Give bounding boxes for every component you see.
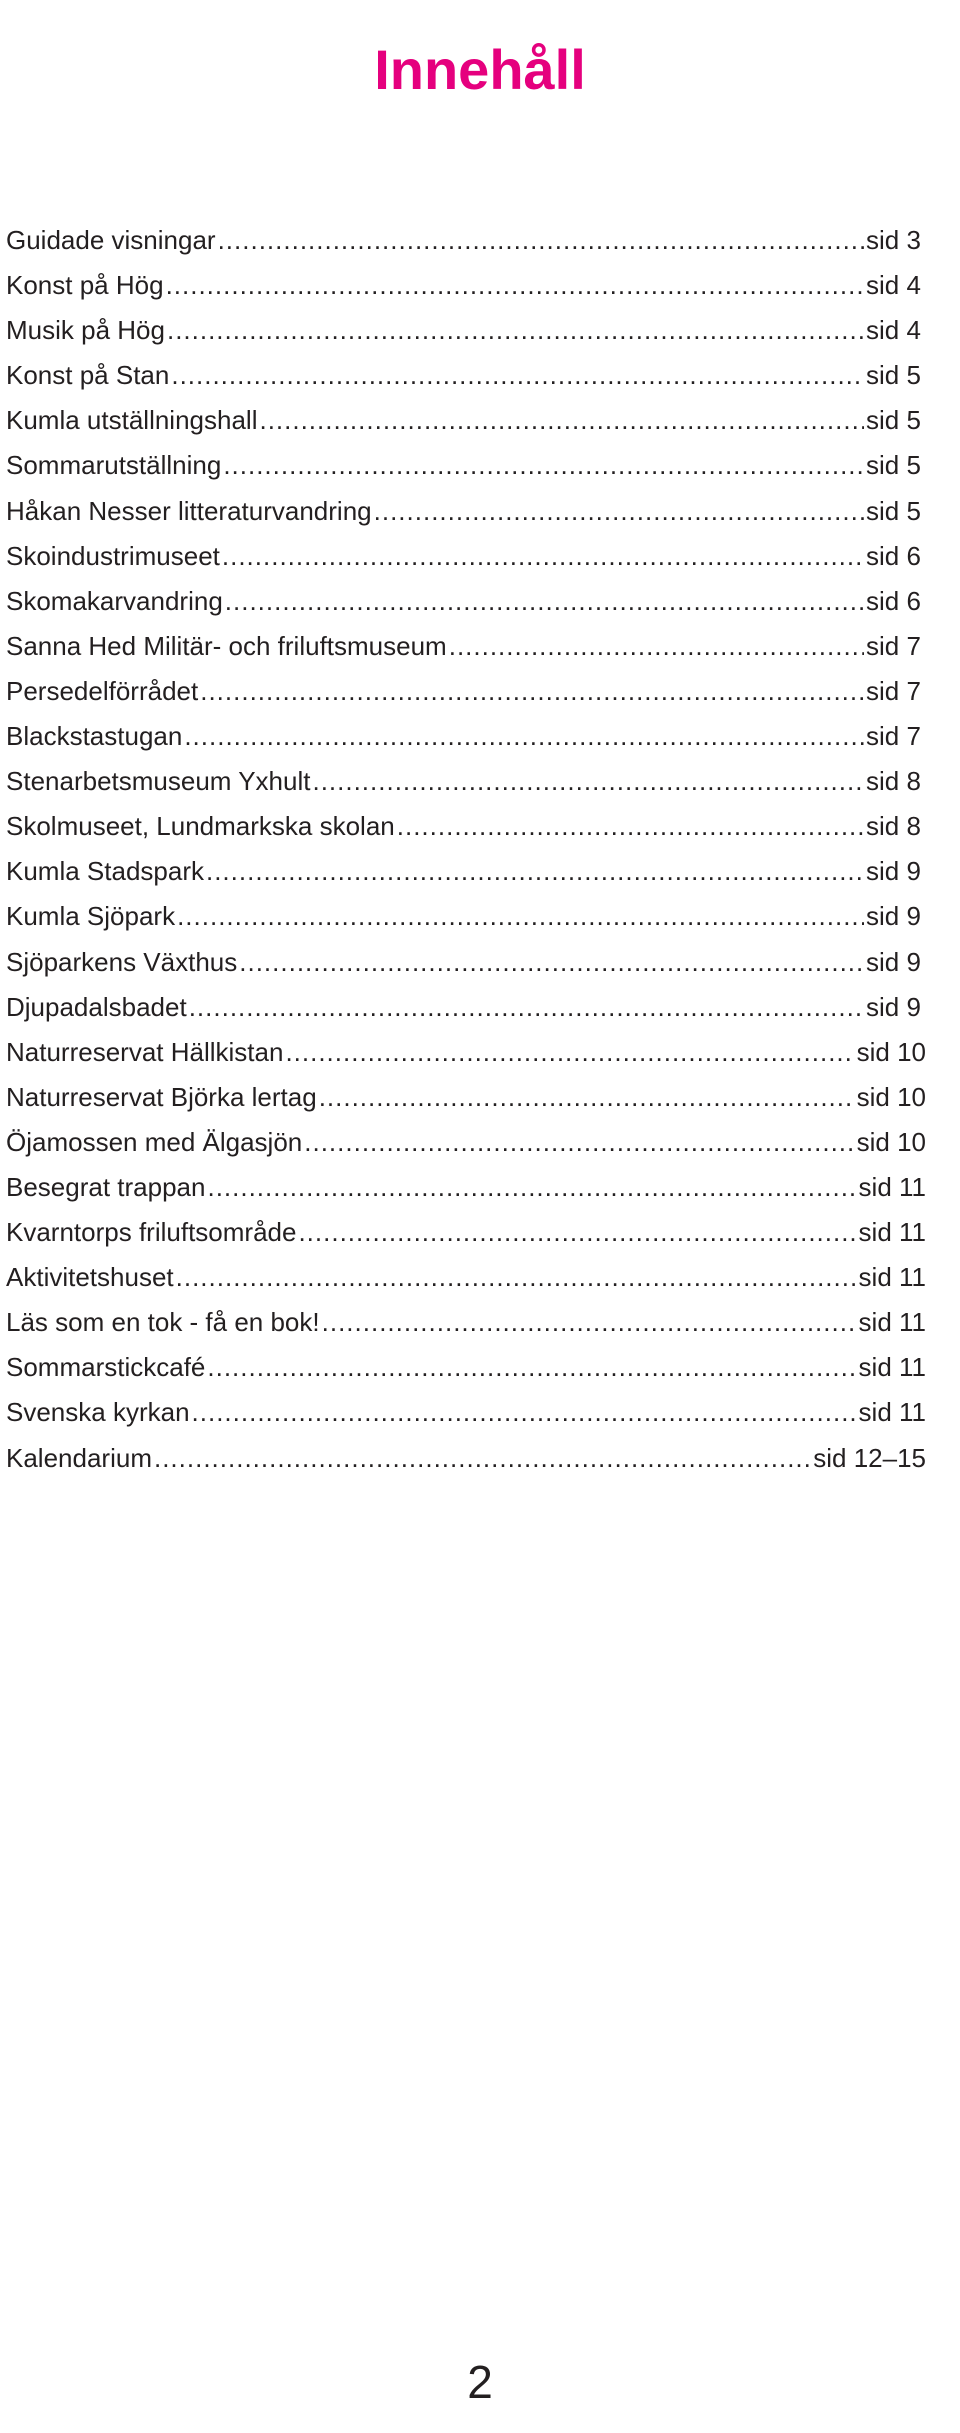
dot-leader bbox=[154, 1436, 811, 1481]
toc-entry bbox=[6, 714, 926, 759]
toc-entry-title: Stenarbetsmuseum Yxhult bbox=[6, 766, 311, 797]
dot-leader bbox=[206, 849, 864, 894]
toc-entry-page: sid 5 bbox=[866, 360, 921, 391]
toc-entry-page: sid 4 bbox=[866, 315, 921, 346]
toc-entry-title: Kumla utställningshall bbox=[6, 405, 258, 436]
dot-leader bbox=[167, 308, 864, 353]
toc-entry-title: Sanna Hed Militär- och friluftsmuseum bbox=[6, 630, 447, 661]
toc-entry bbox=[6, 308, 926, 353]
dot-leader bbox=[319, 1075, 855, 1120]
toc-entry bbox=[6, 624, 926, 669]
toc-entry bbox=[6, 263, 926, 308]
toc-entry bbox=[6, 985, 926, 1030]
toc-entry-title: Naturreservat Björka lertag bbox=[6, 1081, 317, 1112]
toc-entry bbox=[6, 804, 926, 849]
toc-entry-page: sid 7 bbox=[866, 630, 921, 661]
dot-leader bbox=[397, 804, 864, 849]
toc-entry-title: Öjamossen med Älgasjön bbox=[6, 1126, 303, 1157]
toc-entry-page: sid 5 bbox=[866, 495, 921, 526]
toc-entry bbox=[6, 443, 926, 488]
table-of-contents bbox=[6, 218, 926, 1481]
toc-entry-page: sid 9 bbox=[866, 946, 921, 977]
toc-entry-title: Kumla Stadspark bbox=[6, 856, 204, 887]
toc-entry-title: Skoindustrimuseet bbox=[6, 540, 220, 571]
toc-entry-page: sid 10 bbox=[856, 1036, 926, 1067]
page-number: 2 bbox=[467, 2356, 493, 2408]
dot-leader bbox=[207, 1165, 856, 1210]
dot-leader bbox=[218, 218, 864, 263]
toc-entry-title: Djupadalsbadet bbox=[6, 991, 187, 1022]
toc-entry bbox=[6, 1075, 926, 1120]
dot-leader bbox=[171, 353, 864, 398]
toc-entry-page: sid 9 bbox=[866, 856, 921, 887]
toc-entry-title: Läs som en tok - få en bok! bbox=[6, 1307, 320, 1338]
dot-leader bbox=[225, 579, 864, 624]
toc-entry-page: sid 8 bbox=[866, 811, 921, 842]
toc-entry bbox=[6, 849, 926, 894]
dot-leader bbox=[207, 1345, 856, 1390]
dot-leader bbox=[322, 1300, 857, 1345]
toc-entry-page: sid 11 bbox=[858, 1217, 926, 1248]
toc-entry-title: Håkan Nesser litteraturvandring bbox=[6, 495, 372, 526]
toc-entry-page: sid 11 bbox=[858, 1171, 926, 1202]
dot-leader bbox=[298, 1210, 856, 1255]
toc-entry-title: Besegrat trappan bbox=[6, 1171, 206, 1202]
toc-entry-page: sid 5 bbox=[866, 450, 921, 481]
dot-leader bbox=[176, 1255, 857, 1300]
toc-entry-page: sid 8 bbox=[866, 766, 921, 797]
toc-entry-title: Naturreservat Hällkistan bbox=[6, 1036, 284, 1067]
toc-entry-page: sid 9 bbox=[866, 991, 921, 1022]
toc-entry-page: sid 11 bbox=[858, 1397, 926, 1428]
toc-entry-title: Skolmuseet, Lundmarkska skolan bbox=[6, 811, 395, 842]
toc-entry bbox=[6, 218, 926, 263]
toc-entry bbox=[6, 579, 926, 624]
toc-entry-page: sid 6 bbox=[866, 540, 921, 571]
toc-entry bbox=[6, 1255, 926, 1300]
toc-entry-title: Musik på Hög bbox=[6, 315, 165, 346]
toc-entry bbox=[6, 1030, 926, 1075]
toc-entry bbox=[6, 1165, 926, 1210]
toc-entry bbox=[6, 1210, 926, 1255]
toc-entry bbox=[6, 1120, 926, 1165]
toc-entry bbox=[6, 759, 926, 804]
toc-entry bbox=[6, 353, 926, 398]
toc-entry-page: sid 12–15 bbox=[813, 1442, 926, 1473]
toc-entry-title: Svenska kyrkan bbox=[6, 1397, 190, 1428]
dot-leader bbox=[189, 985, 864, 1030]
toc-entry bbox=[6, 1390, 926, 1435]
toc-entry bbox=[6, 669, 926, 714]
dot-leader bbox=[312, 759, 864, 804]
dot-leader bbox=[200, 669, 864, 714]
dot-leader bbox=[166, 263, 864, 308]
toc-entry-page: sid 5 bbox=[866, 405, 921, 436]
toc-entry-title: Kumla Sjöpark bbox=[6, 901, 176, 932]
dot-leader bbox=[223, 443, 864, 488]
dot-leader bbox=[304, 1120, 854, 1165]
toc-entry bbox=[6, 398, 926, 443]
toc-entry-title: Konst på Stan bbox=[6, 360, 170, 391]
toc-entry-title: Sommarstickcafé bbox=[6, 1352, 206, 1383]
toc-entry-page: sid 11 bbox=[858, 1262, 926, 1293]
toc-entry-title: Aktivitetshuset bbox=[6, 1262, 174, 1293]
dot-leader bbox=[222, 534, 864, 579]
toc-entry-title: Persedelförrådet bbox=[6, 675, 199, 706]
dot-leader bbox=[192, 1390, 857, 1435]
toc-entry-page: sid 9 bbox=[866, 901, 921, 932]
toc-entry bbox=[6, 489, 926, 534]
toc-entry-title: Kvarntorps friluftsområde bbox=[6, 1217, 297, 1248]
toc-entry bbox=[6, 894, 926, 939]
dot-leader bbox=[449, 624, 864, 669]
toc-entry-page: sid 10 bbox=[856, 1081, 926, 1112]
toc-entry-title: Skomakarvandring bbox=[6, 585, 223, 616]
dot-leader bbox=[184, 714, 864, 759]
toc-entry-title: Guidade visningar bbox=[6, 225, 216, 255]
toc-entry-title: Sommarutställning bbox=[6, 450, 222, 481]
toc-entry-page: sid 11 bbox=[858, 1352, 926, 1383]
dot-leader bbox=[239, 940, 864, 985]
toc-entry-title: Blackstastugan bbox=[6, 721, 183, 752]
toc-entry bbox=[6, 1345, 926, 1390]
dot-leader bbox=[374, 489, 864, 534]
toc-entry-page: sid 7 bbox=[866, 721, 921, 752]
toc-entry-title: Konst på Hög bbox=[6, 270, 164, 301]
toc-entry-page: sid 11 bbox=[858, 1307, 926, 1338]
toc-entry bbox=[6, 1300, 926, 1345]
toc-entry-page: sid 7 bbox=[866, 675, 921, 706]
toc-entry bbox=[6, 534, 926, 579]
toc-entry bbox=[6, 940, 926, 985]
toc-entry-page: sid 4 bbox=[866, 270, 921, 301]
toc-entry-page: sid 6 bbox=[866, 585, 921, 616]
toc-entry-title: Kalendarium bbox=[6, 1442, 152, 1473]
toc-entry-title: Sjöparkens Växthus bbox=[6, 946, 238, 977]
page-title: Innehåll bbox=[374, 37, 586, 101]
toc-entry-page: sid 3 bbox=[866, 225, 921, 255]
toc-entry bbox=[6, 1436, 926, 1481]
dot-leader bbox=[177, 894, 864, 939]
dot-leader bbox=[259, 398, 864, 443]
dot-leader bbox=[285, 1030, 854, 1075]
toc-entry-page: sid 10 bbox=[856, 1126, 926, 1157]
